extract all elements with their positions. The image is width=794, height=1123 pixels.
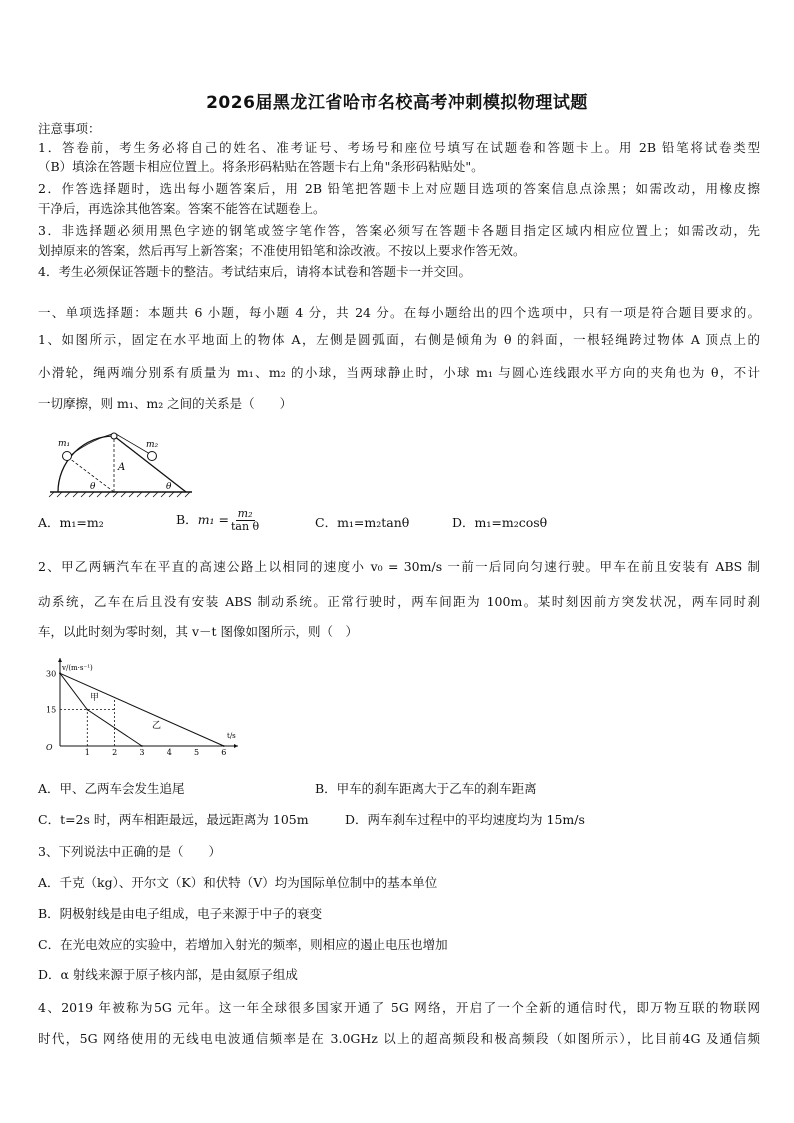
label-theta-left: θ — [90, 482, 96, 492]
q1-option-b-fraction — [231, 508, 259, 533]
notice-item-2-line1: 2．作答选择题时，选出每小题答案后，用 2B 铅笔把答题卡上对应题目选项的答案信息点涂黑；如需改动，用橡皮擦 — [38, 181, 760, 196]
x-tick-label-4: 4 — [166, 748, 172, 757]
notice-item-1-line2: （B）填涂在答题卡相应位置上。将条形码粘贴在答题卡右上角"条形码粘贴处"。 — [38, 159, 484, 174]
section-heading: 一、单项选择题：本题共 6 小题，每小题 4 分，共 24 分。在每小题给出的四个选项中，只有一项是符合题目要求的。 — [38, 305, 760, 320]
x-axis-label: t/s — [227, 732, 236, 740]
label-m1: m₁ — [58, 439, 71, 449]
q3-option-b[interactable]: B．阴极射线是由电子组成，电子来源于中子的衰变 — [38, 906, 323, 921]
rope — [66, 434, 150, 459]
x-tick-label-3: 3 — [139, 748, 145, 757]
series-point-1-1 — [223, 745, 225, 747]
ball-m1 — [63, 452, 72, 461]
y-axis-label: v/(m·s⁻¹) — [62, 664, 93, 672]
q1-stem-line1: 1、如图所示，固定在水平地面上的物体 A，左侧是圆弧面，右侧是倾角为 θ 的斜面，一根轻绳跨过物体 A 顶点上的 — [38, 332, 760, 347]
chart-tick-labels — [46, 669, 226, 757]
q1-figure — [46, 428, 196, 498]
q1-option-a[interactable]: A．m₁=m₂ — [38, 515, 104, 530]
y-tick-label-30: 30 — [46, 669, 57, 679]
label-theta-right: θ — [166, 482, 172, 492]
q3-option-d[interactable]: D．α 射线来源于原子核内部，是由氦原子组成 — [38, 967, 298, 982]
series-point-0-2 — [141, 745, 143, 747]
q2-option-c[interactable]: C．t=2s 时，两车相距最远，最远距离为 105m — [38, 812, 309, 827]
notice-heading: 注意事项： — [38, 121, 101, 136]
q1-stem-line2: 小滑轮，绳两端分别系有质量为 m₁、m₂ 的小球，当两球静止时，小球 m₁ 与圆心连线跟水平方向的夹角也为 θ，不计 — [38, 365, 760, 380]
x-tick-label-6: 6 — [221, 748, 227, 757]
q4-stem-line1: 4、2019 年被称为5G 元年。这一年全球很多国家开通了 5G 网络，开启了一个全新的通信时代，即万物互联的物联网 — [38, 1000, 760, 1015]
ball-m2 — [148, 452, 157, 461]
q1-option-b-prefix: B． — [176, 512, 198, 527]
q2-stem-line1: 2、甲乙两辆汽车在平直的高速公路上以相同的速度小 v₀ = 30m/s 一前一后同向匀速行驶。甲车在前且安装有 ABS 制 — [38, 559, 760, 574]
q1-option-b-lhs: m₁ = — [197, 512, 229, 527]
y-axis-arrow-icon — [58, 658, 62, 662]
q1-option-b-denominator: tan θ — [231, 519, 260, 533]
q2-option-b[interactable]: B．甲车的刹车距离大于乙车的刹车距离 — [315, 781, 537, 796]
origin-label: O — [46, 743, 53, 752]
page-title: 2026届黑龙江省哈市名校高考冲刺模拟物理试题 — [206, 93, 588, 113]
notice-item-3-line2: 划掉原来的答案，然后再写上新答案；不准使用铅笔和涂改液。不按以上要求作答无效。 — [38, 243, 526, 258]
series-point-1-0 — [59, 672, 61, 674]
chart-series — [59, 672, 225, 747]
series-label-jia: 甲 — [90, 693, 100, 703]
x-tick-label-2: 2 — [112, 748, 118, 757]
chart-guides — [60, 698, 115, 746]
notice-item-2-line2: 干净后，再选涂其他答案。答案不能答在试题卷上。 — [38, 201, 326, 216]
q1-option-d[interactable]: D．m₁=m₂cosθ — [452, 515, 548, 530]
notice-item-1-line1: 1．答卷前，考生务必将自己的姓名、准考证号、考场号和座位号填写在试题卷和答题卡上。用 2B 铅笔将试卷类型 — [38, 140, 760, 155]
q1-option-c[interactable]: C．m₁=m₂tanθ — [315, 515, 410, 530]
series-label-yi: 乙 — [152, 721, 162, 731]
notice-item-3-line1: 3．非选择题必须用黑色字迹的钢笔或签字笔作答，答案必须写在答题卡各题目指定区域内相应位置上；如需改动，先 — [38, 223, 760, 238]
q2-option-d[interactable]: D．两车刹车过程中的平均速度均为 15m/s — [345, 812, 585, 827]
q2-stem-line3: 车，以此时刻为零时刻，其 v－t 图像如图所示，则（ ） — [38, 624, 359, 639]
x-tick-label-5: 5 — [194, 748, 200, 757]
x-axis-arrow-icon — [234, 744, 238, 748]
q1-option-b[interactable] — [176, 506, 261, 534]
x-tick-label-1: 1 — [84, 748, 90, 757]
q4-stem-line2: 时代，5G 网络使用的无线电电波通信频率是在 3.0GHz 以上的超高频段和极高频段（如图所示），比目前4G 及通信频 — [38, 1031, 760, 1046]
y-tick-label-15: 15 — [46, 705, 57, 715]
q3-option-c[interactable]: C．在光电效应的实验中，若增加入射光的频率，则相应的遏止电压也增加 — [38, 937, 448, 952]
label-m2: m₂ — [146, 440, 159, 450]
notice-item-4: 4．考生必须保证答题卡的整洁。考试结束后，请将本试卷和答题卡一并交回。 — [38, 264, 471, 279]
q1-stem-line3: 一切摩擦，则 m₁、m₂ 之间的关系是（ ） — [38, 396, 293, 411]
q2-vt-chart — [34, 658, 242, 758]
series-point-0-1 — [86, 709, 88, 711]
q3-option-a[interactable]: A．千克（kg）、开尔文（K）和伏特（V）均为国际单位制中的基本单位 — [38, 875, 438, 890]
q2-option-a[interactable]: A．甲、乙两车会发生追尾 — [38, 781, 185, 796]
label-a: A — [118, 462, 126, 473]
q3-stem: 3、下列说法中正确的是（ ） — [38, 844, 221, 859]
q2-stem-line2: 动系统，乙车在后且没有安装 ABS 制动系统。正常行驶时，两车间距为 100m。某时刻因前方突发状况，两车同时刹 — [38, 594, 760, 609]
q1-option-b-numerator: m₂ — [237, 506, 253, 520]
